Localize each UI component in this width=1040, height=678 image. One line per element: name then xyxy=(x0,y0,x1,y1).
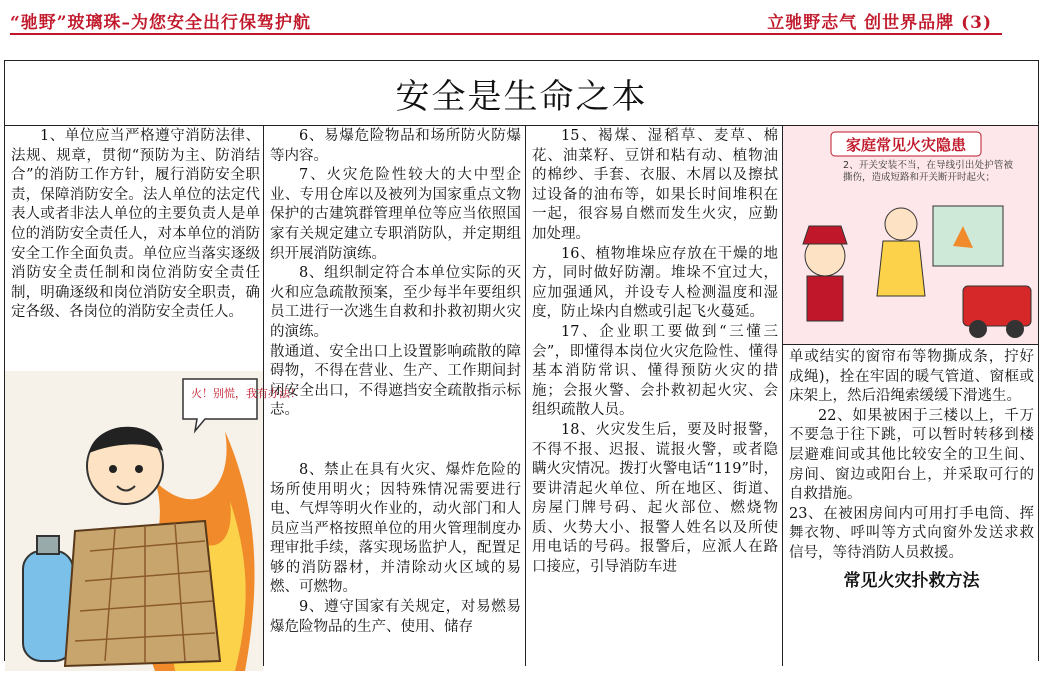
section-subtitle: 常见火灾扑救方法 xyxy=(843,570,980,591)
poster-title: 家庭常见火灾隐患 xyxy=(845,136,967,154)
paragraph-17: 17、企业职工要做到“三懂三会”，即懂得本岗位火灾危险性、懂得基本消防常识、懂得预防火灾的措施；会报火警、会扑救初起火灾、会组织疏散人员。 xyxy=(532,323,778,419)
paragraph-9: 9、遵守国家有关规定，对易燃易爆危险物品的生产、使用、储存 xyxy=(270,599,521,635)
paragraph-1: 1、单位应当严格遵守消防法律、法规、规章，贯彻“预防为主、防消结合”的消防工作方针，履行消防安全职责，保障消防安全。法人单位的法定代表人或者非法人单位的主要负责人是单位的消防安全责任人，对本单位的消防安全工作全面负责。单位应当落实逐级消防安全责任制和岗位消防安全责任制，明确逐级和岗位消防安全职责，确定各级、各岗位的消防安全责任人。 xyxy=(11,128,260,321)
column-4 xyxy=(783,126,1038,666)
paragraph-16: 16、植物堆垛应存放在干燥的地方，同时做好防潮。堆垛不宜过大，应加强通风，并设专人检测温度和湿度，防止垛内自燃或引起飞火蔓延。 xyxy=(532,245,778,321)
header-rule xyxy=(10,33,1002,35)
paragraph-8c: 8、禁止在具有火灾、爆炸危险的场所使用明火；因特殊情况需要进行电、气焊等明火作业的，动火部门和人员应当严格按照单位的用火管理制度办理审批手续，落实现场监护人，配置足够的消防器材，并清除动火区域的易燃、可燃物。 xyxy=(270,461,521,596)
column-3 xyxy=(526,126,783,666)
paragraph-8b: 散通道、安全出口上设置影响疏散的障碍物，不得在营业、生产、工作期间封闭安全出口，不得遮挡安全疏散指示标志。 xyxy=(270,343,521,419)
home-fire-hazard-poster xyxy=(783,126,1038,345)
article-frame xyxy=(4,60,1039,661)
header-left-slogan: “驰野”玻璃珠–为您安全出行保驾护航 xyxy=(10,13,312,33)
column-1 xyxy=(5,126,301,666)
column-2 xyxy=(264,126,526,666)
page-title: 安全是生命之本 xyxy=(5,61,1038,126)
paragraph-22: 22、如果被困于三楼以上，千万不要急于往下跳，可以暂时转移到楼层避难间或其他比较安全的卫生间、房间、窗边或阳台上，并采取可行的自救措施。 xyxy=(789,407,1034,503)
cartoon-bubble-text: 火！别慌，我有办法！ xyxy=(191,387,301,400)
poster-illustration xyxy=(783,126,1038,344)
paragraph-18: 18、火灾发生后，要及时报警，不得不报、迟报、谎报火警，或者隐瞒火灾情况。拨打火警电话“119”时，要讲清起火单位、所在地区、街道、房屋门牌号码、起火部位、燃烧物质、火势大小、报警人姓名以及所使用电话的号码。报警后，应派人在路口接应，引导消防车进 xyxy=(532,421,778,576)
paragraph-8a: 8、组织制定符合本单位实际的灭火和应急疏散预案，至少每半年要组织员工进行一次逃生自救和扑救初期火灾的演练。 xyxy=(270,265,521,340)
paragraph-15: 15、褐煤、湿稻草、麦草、棉花、油菜籽、豆饼和粘有动、植物油的棉纱、手套、衣服、木屑以及擦拭过设备的油布等，如果长时间堆积在一起，很容易自燃而发生火灾，应勤加处理。 xyxy=(532,128,778,242)
poster-caption: 2、开关安装不当，在导线引出处护管被撕伤，造成短路和开关断开时起火； xyxy=(843,160,1013,183)
spacer xyxy=(270,421,521,461)
paragraph-21: 单或结实的窗帘布等物撕成条，拧好成绳)，拴在牢固的暖气管道、窗框或床架上，然后沿绳索缓缓下滑逃生。 xyxy=(789,349,1034,405)
paragraph-6: 6、易爆危险物品和场所防火防爆等内容。 xyxy=(270,128,521,164)
paragraph-23: 23、在被困房间内可用打手电筒、挥舞衣物、呼叫等方式向窗外发送求救信号，等待消防人员救援。 xyxy=(789,505,1034,561)
paragraph-7: 7、火灾危险性较大的大中型企业、专用仓库以及被列为国家重点文物保护的古建筑群管理单位等应当依照国家有关规定建立专职消防队，并定期组织开展消防演练。 xyxy=(270,167,521,262)
cartoon-illustration xyxy=(5,371,301,671)
header-right-slogan: 立驰野志气 创世界品牌 (3) xyxy=(767,13,992,33)
fire-safety-cartoon xyxy=(5,371,301,671)
